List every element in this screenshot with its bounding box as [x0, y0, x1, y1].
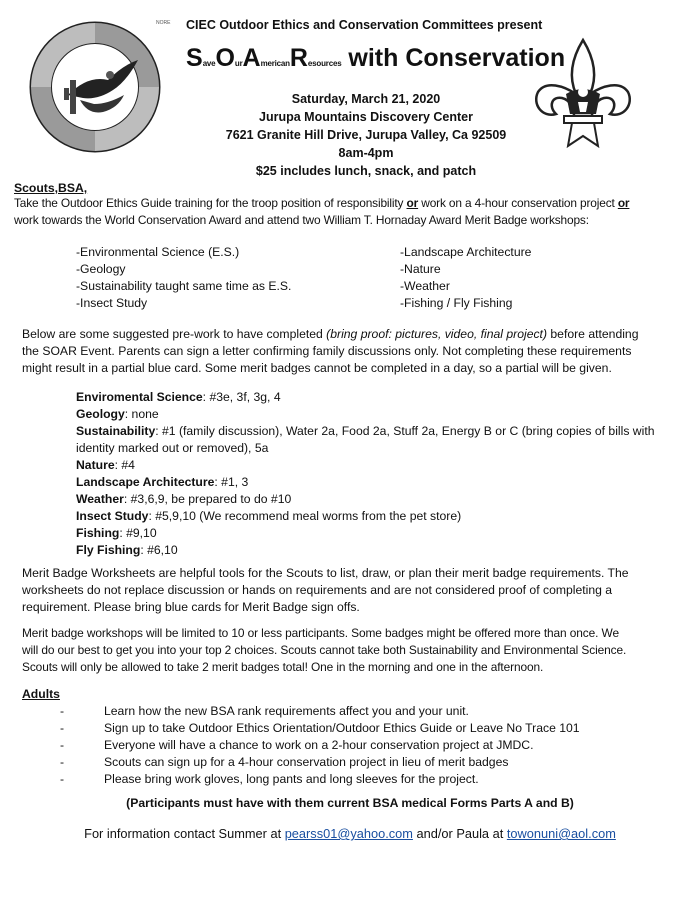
list-item: -Sustainability taught same time as E.S. [76, 279, 292, 293]
list-item: -Environmental Science (E.S.) [76, 245, 240, 259]
event-price: $25 includes lunch, snack, and patch [255, 164, 477, 178]
list-item: Geology: none [76, 407, 159, 421]
list-item: Fly Fishing: #6,10 [76, 543, 178, 557]
event-address: 7621 Granite Hill Drive, Jurupa Valley, Ca 92509 [225, 128, 507, 142]
adults-list [60, 703, 680, 788]
title-letter-o: O [215, 44, 235, 72]
list-item: Weather: #3,6,9, be prepared to do #10 [76, 492, 292, 506]
title-letter-a: A [242, 44, 261, 72]
list-item: - Learn how the new BSA rank requirements affect you and your unit. [60, 704, 469, 718]
presenter-line: CIEC Outdoor Ethics and Conservation Committees present [186, 18, 543, 32]
email-link-summer[interactable]: pearss01@yahoo.com [284, 826, 413, 841]
requirements-list [76, 389, 686, 559]
event-date: Saturday, March 21, 2020 [291, 92, 441, 106]
badge-list-right [400, 244, 531, 312]
tiny-mark: NORE [156, 20, 171, 26]
title-small-ave: ave [202, 59, 216, 68]
event-time: 8am-4pm [338, 146, 394, 160]
list-item: Fishing: #9,10 [76, 526, 157, 540]
list-item: -Geology [76, 262, 126, 276]
worksheets-paragraph: Merit Badge Worksheets are helpful tools for the Scouts to list, draw, or plan their merit badge requirements. The worksheets do not replace discussion or hands on requirements and are not considered proof of completing a requirement. Please bring blue cards for Merit Badge sign offs. [22, 566, 629, 614]
list-item: Landscape Architecture: #1, 3 [76, 475, 249, 489]
list-item: Sustainability: #1 (family discussion), Water 2a, Food 2a, Stuff 2a, Energy B or C (bring copies of bills with [76, 424, 655, 438]
event-title [186, 44, 565, 73]
email-link-paula[interactable]: towonuni@aol.com [506, 826, 616, 841]
list-item: Enviromental Science: #3e, 3f, 3g, 4 [76, 390, 281, 404]
list-item: identity marked out or removed), 5a [76, 441, 269, 455]
title-small-merican: merican [260, 59, 290, 68]
title-rest: with Conservation [341, 44, 566, 72]
list-item: -Fishing / Fly Fishing [400, 296, 513, 310]
list-item: - Sign up to take Outdoor Ethics Orientation/Outdoor Ethics Guide or Leave No Trace 101 [60, 721, 580, 735]
event-venue: Jurupa Mountains Discovery Center [259, 110, 473, 124]
list-item: - Scouts can sign up for a 4-hour conservation project in lieu of merit badges [60, 755, 509, 769]
list-item: - Everyone will have a chance to work on a 2-hour conservation project at JMDC. [60, 738, 534, 752]
list-item: -Nature [400, 262, 441, 276]
adults-heading: Adults [22, 687, 60, 701]
list-item: Insect Study: #5,9,10 (We recommend meal worms from the pet store) [76, 509, 462, 523]
list-item: -Landscape Architecture [400, 245, 532, 259]
scouts-heading: Scouts,BSA, [14, 181, 88, 195]
medical-forms-note: (Participants must have with them current BSA medical Forms Parts A and B) [126, 796, 574, 810]
title-small-esources: esources [307, 59, 342, 68]
soar-logo [28, 20, 162, 154]
scouts-intro: Take the Outdoor Ethics Guide training for the troop position of responsibility or work on a 4-hour conservation project or work towards the World Conservation Award and attend two William T. Hornaday Award Merit Badge workshops: [14, 196, 630, 227]
contact-line: For information contact Summer at pearss01@yahoo.com and/or Paula at towonuni@aol.com [84, 826, 616, 841]
event-details [186, 90, 546, 180]
title-small-ur: ur [234, 59, 243, 68]
workshops-paragraph: Merit badge workshops will be limited to 10 or less participants. Some badges might be offered more than once. We will do our best to get you into your top 2 choices. Scouts cannot take both Sustainability and Environmental Science. Scouts will only be allowed to take 2 merit badges total! One in the morning and one in the afternoon. [22, 626, 627, 674]
list-item: Nature: #4 [76, 458, 135, 472]
list-item: -Insect Study [76, 296, 148, 310]
badge-list-left [76, 244, 291, 312]
list-item: -Weather [400, 279, 450, 293]
or-emphasis: or [617, 196, 630, 210]
list-item: - Please bring work gloves, long pants and long sleeves for the project. [60, 772, 479, 786]
title-letter-s: S [186, 44, 203, 72]
prework-paragraph: Below are some suggested pre-work to have completed (bring proof: pictures, video, final project) before attending the SOAR Event. Parents can sign a letter confirming family discussions only. Not completing these requirements might result in a partial blue card. Some merit badges cannot be completed in a day, so a partial will be given. [22, 327, 639, 375]
title-letter-r: R [289, 44, 308, 72]
or-emphasis: or [406, 196, 419, 210]
